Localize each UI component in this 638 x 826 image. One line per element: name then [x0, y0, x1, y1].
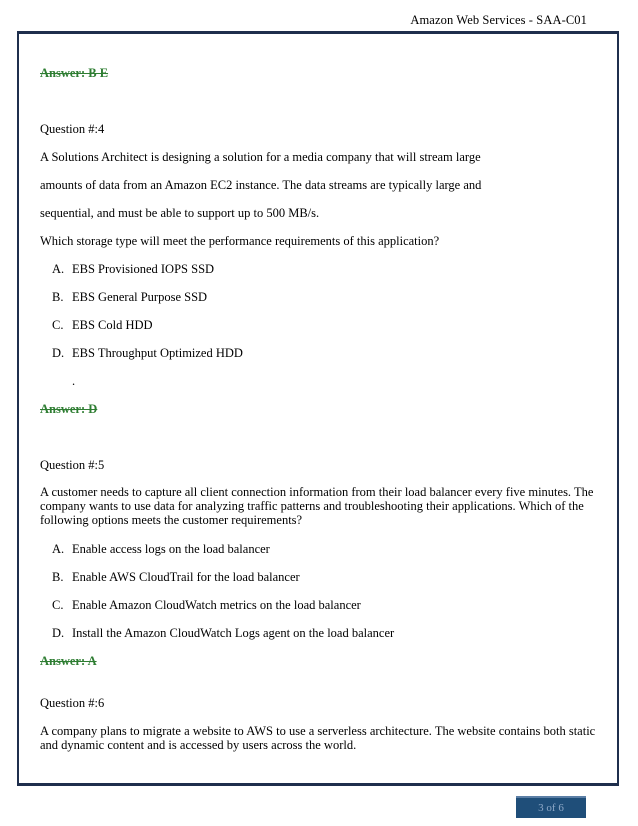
answer-prev: Answer: B E — [40, 66, 109, 80]
question-4-trailing-dot: . — [72, 374, 76, 388]
question-4-option-b: B. EBS General Purpose SSD — [52, 290, 208, 304]
question-4-option-d: D. EBS Throughput Optimized HDD — [52, 346, 243, 360]
page-frame — [17, 32, 619, 786]
question-4-label: Question #:4 — [40, 122, 105, 136]
question-4-text-line: Which storage type will meet the performance requirements of this application? — [40, 234, 440, 248]
answer-q4: Answer: D — [40, 402, 98, 416]
question-4-text-line: sequential, and must be able to support up to 500 MB/s. — [40, 206, 320, 220]
question-4-option-c: C. EBS Cold HDD — [52, 318, 153, 332]
answer-q5: Answer: A — [40, 654, 97, 668]
question-5-option-a: A. Enable access logs on the load balancer — [52, 542, 270, 556]
question-5-option-d: D. Install the Amazon CloudWatch Logs agent on the load balancer — [52, 626, 395, 640]
question-4-text-line: A Solutions Architect is designing a solution for a media company that will stream large — [40, 150, 481, 164]
question-4-option-a: A. EBS Provisioned IOPS SSD — [52, 262, 215, 276]
question-4-text-line: amounts of data from an Amazon EC2 instance. The data streams are typically large and — [40, 178, 482, 192]
question-5-label: Question #:5 — [40, 458, 105, 472]
question-5-text: A customer needs to capture all client connection information from their load balancer every five minutes. The company wants to use data for analyzing traffic patterns and troubleshooting their applications. Which of the following options meets the customer requirements? — [40, 485, 594, 527]
question-6-label: Question #:6 — [40, 696, 105, 710]
question-6-text: A company plans to migrate a website to AWS to use a serverless architecture. The website contains both static and dynamic content and is accessed by users across the world. — [40, 724, 596, 752]
page-number-badge: 3 of 6 — [516, 796, 586, 818]
question-5-option-c: C. Enable Amazon CloudWatch metrics on the load balancer — [52, 598, 361, 612]
question-5-option-b: B. Enable AWS CloudTrail for the load balancer — [52, 570, 300, 584]
header-title: Amazon Web Services - SAA-C01 — [410, 13, 587, 27]
